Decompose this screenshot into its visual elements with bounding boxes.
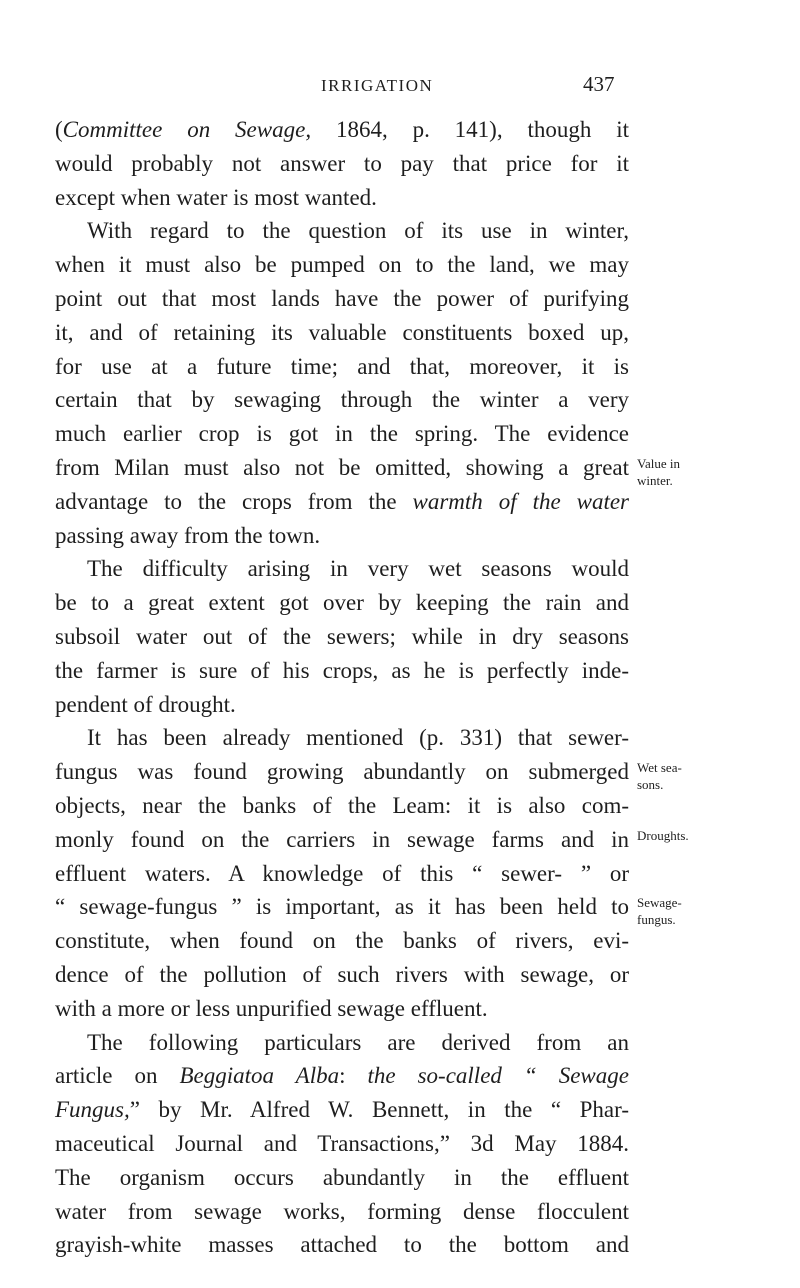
text-line bbox=[55, 1195, 629, 1229]
text-line bbox=[55, 1161, 629, 1195]
text-run: water from sewage works, forming dense flocculent bbox=[55, 1198, 629, 1224]
marginal-note-value-in-winter bbox=[637, 455, 680, 489]
italic-text: Committee on Sewage, bbox=[62, 117, 312, 142]
text-line bbox=[55, 992, 629, 1026]
text-run: it, and of retaining its valuable constituents boxed up, bbox=[55, 319, 629, 345]
italic-text: warmth of the water bbox=[412, 488, 629, 514]
text-run: the farmer is sure of his crops, as he is perfectly inde- bbox=[55, 657, 629, 683]
marginal-note-line: Droughts. bbox=[637, 828, 689, 843]
text-line bbox=[55, 282, 629, 316]
text-run: 1864, p. 141), though it bbox=[311, 117, 629, 142]
text-line bbox=[55, 350, 629, 384]
text-line bbox=[55, 1059, 629, 1093]
text-run: pendent of drought. bbox=[55, 691, 236, 717]
text-run: with a more or less unpurified sewage effluent. bbox=[55, 995, 488, 1021]
text-line bbox=[55, 214, 629, 248]
text-run: dence of the pollution of such rivers with sewage, or bbox=[55, 961, 629, 987]
text-run: much earlier crop is got in the spring. The evidence bbox=[55, 421, 629, 447]
text-run: : bbox=[339, 1063, 368, 1089]
marginal-note-sewage-fungus bbox=[637, 894, 682, 928]
text-run: be to a great extent got over by keeping the rain and bbox=[55, 590, 629, 616]
text-run: point out that most lands have the power of purifying bbox=[55, 285, 629, 311]
text-run: from Milan must also not be omitted, showing a great bbox=[55, 454, 629, 480]
marginal-note-line: Wet sea- bbox=[637, 760, 682, 775]
text-run: It has been already mentioned (p. 331) that sewer- bbox=[87, 725, 629, 751]
italic-text: Beggiatoa Alba bbox=[179, 1063, 340, 1089]
text-run: article on bbox=[55, 1063, 180, 1089]
text-line bbox=[55, 485, 629, 519]
text-line bbox=[55, 1093, 629, 1127]
text-line bbox=[55, 890, 629, 924]
text-run: fungus was found growing abundantly on submerged bbox=[55, 759, 629, 785]
text-run: maceutical Journal and Transactions,” 3d May 1884. bbox=[55, 1130, 629, 1156]
text-line bbox=[55, 620, 629, 654]
text-line bbox=[55, 654, 629, 688]
text-run: The difficulty arising in very wet seasons would bbox=[87, 556, 629, 582]
text-line bbox=[55, 1127, 629, 1161]
italic-text: Fungus, bbox=[55, 1097, 130, 1123]
text-run: passing away from the town. bbox=[55, 522, 321, 548]
body-text bbox=[55, 113, 629, 1262]
text-line bbox=[55, 383, 629, 417]
text-line bbox=[55, 316, 629, 350]
text-line bbox=[55, 519, 629, 553]
text-line bbox=[55, 857, 629, 891]
text-run: “ sewage-fungus ” is important, as it has been held to bbox=[55, 894, 629, 920]
text-run: The following particulars are derived from an bbox=[87, 1029, 629, 1055]
marginal-note-wet-seasons bbox=[637, 759, 682, 793]
text-run: With regard to the question of its use in winter, bbox=[87, 218, 629, 244]
text-line bbox=[55, 1026, 629, 1060]
text-run: advantage to the crops from the bbox=[55, 488, 413, 514]
marginal-note-droughts bbox=[637, 827, 689, 844]
running-head bbox=[0, 72, 800, 102]
text-line bbox=[55, 755, 629, 789]
marginal-note-line: sons. bbox=[637, 777, 664, 792]
text-run: objects, near the banks of the Leam: it is also com- bbox=[55, 792, 629, 818]
text-line bbox=[55, 823, 629, 857]
text-line bbox=[55, 417, 629, 451]
text-line bbox=[55, 789, 629, 823]
text-line bbox=[55, 688, 629, 722]
text-run: when it must also be pumped on to the land, we may bbox=[55, 252, 629, 278]
running-title: IRRIGATION bbox=[321, 76, 434, 95]
text-run: The organism occurs abundantly in the effluent bbox=[55, 1164, 629, 1190]
text-run: ( bbox=[55, 117, 63, 142]
text-run: would probably not answer to pay that price for it bbox=[55, 150, 629, 176]
text-line bbox=[55, 586, 629, 620]
text-line bbox=[55, 147, 629, 181]
text-run: grayish-white masses attached to the bottom and bbox=[55, 1232, 629, 1258]
text-line bbox=[55, 924, 629, 958]
italic-text: the so-called “ Sewage bbox=[367, 1063, 629, 1089]
marginal-note-line: winter. bbox=[637, 473, 673, 488]
text-run: certain that by sewaging through the winter a very bbox=[55, 387, 629, 413]
marginal-note-line: Sewage- bbox=[637, 895, 682, 910]
text-run: for use at a future time; and that, moreover, it is bbox=[55, 353, 629, 379]
text-line bbox=[55, 113, 629, 147]
page-number: 437 bbox=[583, 72, 615, 96]
text-run: constitute, when found on the banks of rivers, evi- bbox=[55, 928, 629, 954]
text-line bbox=[55, 181, 629, 215]
text-line bbox=[55, 552, 629, 586]
text-run: ” by Mr. Alfred W. Bennett, in the “ Phar- bbox=[129, 1097, 629, 1123]
text-run: subsoil water out of the sewers; while in dry seasons bbox=[55, 623, 629, 649]
text-run: effluent waters. A knowledge of this “ sewer- ” or bbox=[55, 860, 629, 886]
text-line bbox=[55, 451, 629, 485]
marginal-note-line: Value in bbox=[637, 456, 680, 471]
text-run: monly found on the carriers in sewage farms and in bbox=[55, 826, 629, 852]
text-line bbox=[55, 248, 629, 282]
text-line bbox=[55, 721, 629, 755]
text-run: except when water is most wanted. bbox=[55, 184, 377, 210]
text-line bbox=[55, 1228, 629, 1262]
marginal-note-line: fungus. bbox=[637, 912, 676, 927]
text-line bbox=[55, 958, 629, 992]
